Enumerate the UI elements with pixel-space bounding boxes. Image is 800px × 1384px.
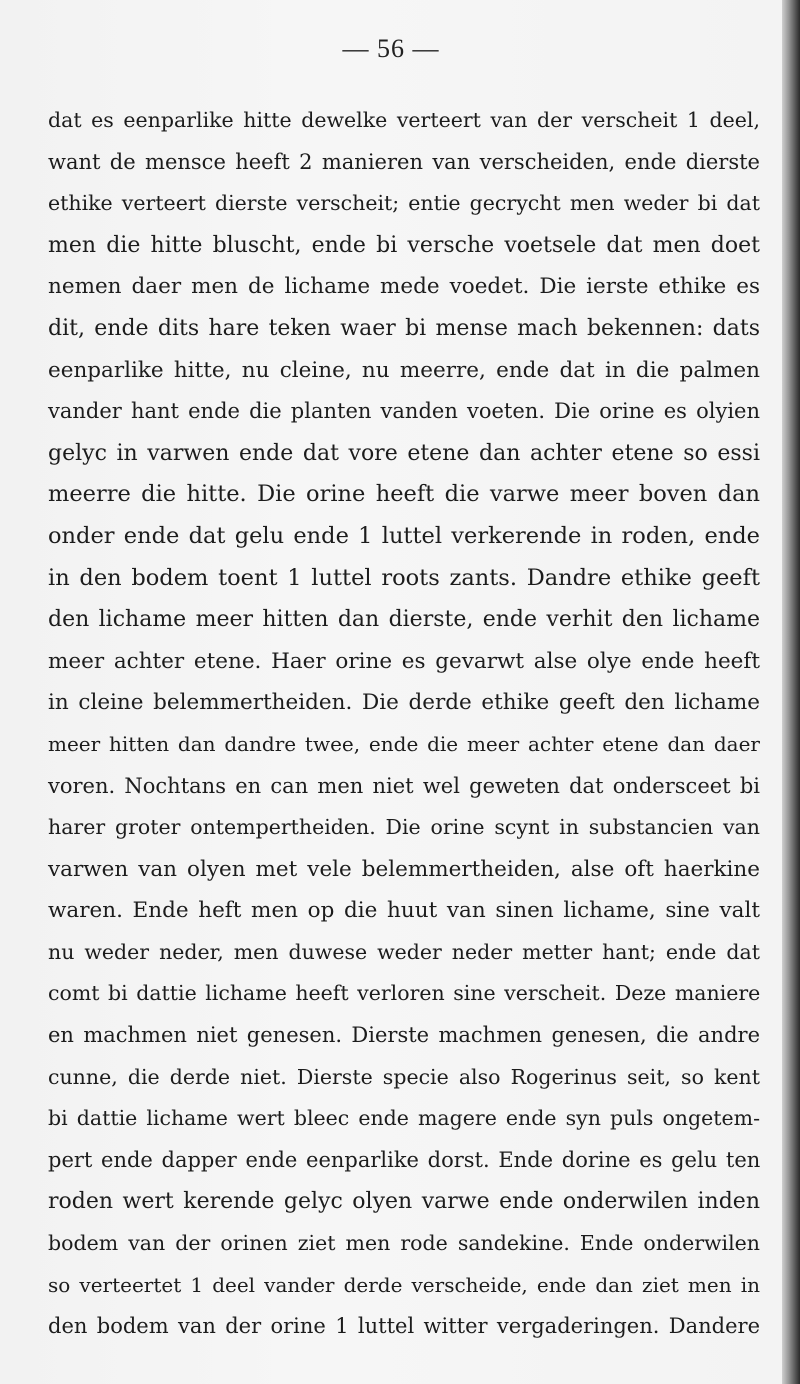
text-line: waren. Ende heft men op die huut van sinen lichame, sine valt [48, 898, 760, 924]
text-line: nemen daer men de lichame mede voedet. Die ierste ethike es [48, 274, 760, 300]
text-line: bi dattie lichame wert bleec ende magere ende syn puls ongetem- [48, 1106, 760, 1131]
text-line: eenparlike hitte, nu cleine, nu meerre, ende dat in die palmen [48, 357, 760, 383]
text-line: roden wert kerende gelyc olyen varwe ende onderwilen inden [48, 1189, 760, 1215]
text-line: den bodem van der orine 1 luttel witter vergaderingen. Dandere [48, 1314, 760, 1339]
text-line: pert ende dapper ende eenparlike dorst. Ende dorine es gelu ten [48, 1147, 761, 1172]
text-line: gelyc in varwen ende dat vore etene dan achter etene so essi [48, 440, 760, 466]
text-line: men die hitte bluscht, ende bi versche voetsele dat men doet [48, 232, 760, 258]
text-line: meer hitten dan dandre twee, ende die meer achter etene dan daer [48, 731, 760, 756]
text-line: nu weder neder, men duwese weder neder metter hant; ende dat [48, 939, 760, 964]
text-line: ethike verteert dierste verscheit; entie gecrycht men weder bi dat [48, 191, 760, 216]
text-body [48, 100, 760, 1348]
text-line: in den bodem toent 1 luttel roots zants. Dandre ethike geeft [48, 564, 760, 591]
page-edge-shadow [782, 0, 800, 1384]
page-number: — 56 — [342, 34, 440, 63]
text-line: meerre die hitte. Die orine heeft die varwe meer boven dan [48, 481, 760, 508]
text-line: den lichame meer hitten dan dierste, ende verhit den lichame [48, 607, 760, 633]
text-line: meer achter etene. Haer orine es gevarwt alse olye ende heeft [48, 648, 760, 674]
text-line: so verteertet 1 deel vander derde verscheide, ende dan ziet men in [48, 1272, 760, 1297]
text-line: cunne, die derde niet. Dierste specie also Rogerinus seit, so kent [48, 1064, 760, 1089]
text-line: dit, ende dits hare teken waer bi mense mach bekennen: dats [48, 315, 760, 341]
text-line: voren. Nochtans en can men niet wel geweten dat ondersceet bi [48, 773, 760, 798]
text-line: en machmen niet genesen. Dierste machmen genesen, die andre [48, 1023, 760, 1048]
text-line: varwen van olyen met vele belemmertheiden, alse oft haerkine [48, 856, 760, 882]
text-line: want de mensce heeft 2 manieren van verscheiden, ende dierste [48, 149, 760, 174]
text-line: dat es eenparlike hitte dewelke verteert van der verscheit 1 deel, [48, 108, 760, 132]
text-line: vander hant ende die planten vanden voeten. Die orine es olyien [48, 399, 760, 424]
text-line: comt bi dattie lichame heeft verloren sine verscheit. Deze maniere [48, 981, 761, 1006]
text-line: onder ende dat gelu ende 1 luttel verkerende in roden, ende [48, 522, 760, 549]
text-line: harer groter ontempertheiden. Die orine scynt in substancien van [48, 815, 760, 840]
text-line: in cleine belemmertheiden. Die derde ethike geeft den lichame [48, 690, 760, 716]
text-line: bodem van der orinen ziet men rode sandekine. Ende onderwilen [48, 1231, 760, 1256]
